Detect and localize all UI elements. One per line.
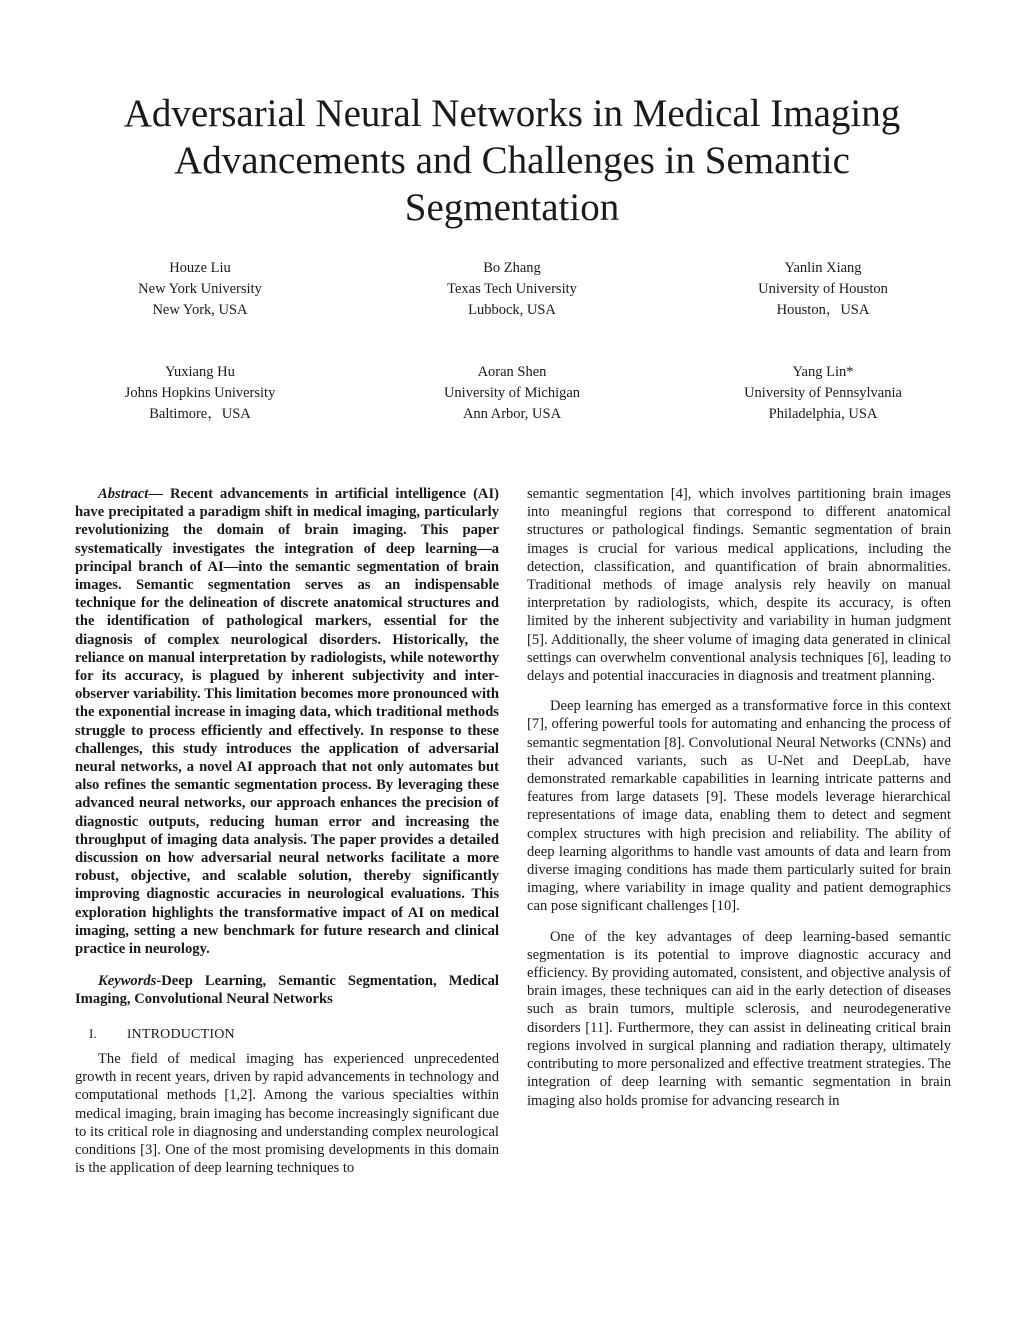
author-affiliation: University of Houston: [758, 281, 888, 297]
title-line: Segmentation: [404, 186, 620, 229]
author-location: Philadelphia, USA: [768, 406, 878, 422]
author-affiliation: University of Michigan: [443, 385, 581, 401]
right-column: [527, 485, 951, 1110]
author-location: Houston，USA: [776, 302, 870, 318]
paper-title: [60, 90, 964, 231]
author-location: New York, USA: [152, 302, 248, 318]
author-affiliation: Texas Tech University: [447, 281, 577, 297]
title-line: Adversarial Neural Networks in Medical Imaging: [123, 92, 901, 135]
author-name: Aoran Shen: [477, 364, 547, 380]
author-location: Ann Arbor, USA: [462, 406, 562, 422]
keywords-label: Keywords: [98, 973, 157, 990]
author-location: Lubbock, USA: [468, 302, 556, 318]
author-block-6: [693, 362, 953, 425]
body-paragraph: One of the key advantages of deep learning-based semantic segmentation is its potential to improve diagnostic accuracy and efficiency. By providing automated, consistent, and objective analysis of brain images, these techniques can aid in the early detection of diseases such as brain tumors, multiple sclerosis, and neurodegenerative disorders [11]. Furthermore, they can assist in delineating critical brain regions involved in surgical planning and radiation therapy, ultimately contributing to more personalized and effective treatment strategies. The integration of deep learning with semantic segmentation in brain imaging also holds promise for advancing research in: [527, 928, 951, 1109]
left-column: [75, 485, 499, 1177]
author-block-3: [693, 258, 953, 321]
abstract-text: Recent advancements in artificial intelligence (AI) have precipitated a paradigm shift in medical imaging, particularly revolutionizing the domain of brain imaging. This paper systematically investigates the integration of deep learning—a principal branch of AI—into the semantic segmentation of brain images. Semantic segmentation serves as an indispensable technique for the delineation of discrete anatomical structures and the identification of pathological markers, essential for the diagnosis of complex neurological disorders. Historically, the reliance on manual interpretation by radiologists, while noteworthy for its accuracy, is plagued by inherent subjectivity and inter-observer variability. This limitation becomes more pronounced with the exponential increase in imaging data, which traditional methods struggle to process efficiently and effectively. In response to these challenges, this study introduces the application of adversarial neural networks, a novel AI approach that not only automates but also refines the semantic segmentation process. By leveraging these advanced neural networks, our approach enhances the precision of diagnostic outputs, reducing human error and increasing the throughput of imaging data analysis. The paper provides a detailed discussion on how adversarial neural networks facilitate a more robust, objective, and scalable solution, thereby significantly improving diagnostic accuracies in neurological evaluations. This exploration highlights the transformative impact of AI on medical imaging, setting a new benchmark for future research and clinical practice in neurology.: [75, 486, 500, 958]
author-block-5: [382, 362, 642, 425]
author-block-2: [382, 258, 642, 321]
body-paragraph: semantic segmentation [4], which involves partitioning brain images into meaningful regions that correspond to different anatomical structures or pathological findings. Semantic segmentation of brain images is crucial for various medical applications, including the detection, classification, and quantification of brain abnormalities. Traditional methods of image analysis rely heavily on manual interpretation by radiologists, which, despite its accuracy, is often limited by the inherent subjectivity and variability in human judgment [5]. Additionally, the sheer volume of imaging data generated in clinical settings can overwhelm conventional analysis techniques [6], leading to delays and potential inaccuracies in diagnosis and treatment planning.: [527, 486, 951, 685]
author-block-4: [70, 362, 330, 425]
author-block-1: [70, 258, 330, 321]
author-affiliation: University of Pennsylvania: [744, 385, 902, 401]
section-title-rest: NTRODUCTION: [131, 1026, 235, 1042]
intro-paragraph: The field of medical imaging has experienced unprecedented growth in recent years, driven by rapid advancements in technology and computational methods [1,2]. Among the various specialties within medical imaging, brain imaging has become increasingly significant due to its critical role in diagnosing and understanding complex neurological conditions [3]. One of the most promising developments in this domain is the application of deep learning techniques to: [75, 1050, 499, 1177]
author-affiliation: New York University: [138, 281, 262, 297]
section-title-initial: I: [127, 1025, 132, 1041]
abstract: [75, 485, 499, 958]
author-affiliation: Johns Hopkins University: [124, 385, 276, 401]
author-name: Yang Lin*: [792, 364, 854, 380]
keywords-text: -Deep Learning, Semantic Segmentation, Medical Imaging, Convolutional Neural Networks: [75, 973, 499, 1008]
abstract-label: Abstract: [98, 486, 149, 502]
author-name: Houze Liu: [169, 260, 231, 276]
author-name: Yuxiang Hu: [165, 364, 235, 380]
author-name: Bo Zhang: [483, 260, 541, 276]
body-paragraph: Deep learning has emerged as a transformative force in this context [7], offering powerful tools for automating and enhancing the process of semantic segmentation [8]. Convolutional Neural Networks (CNNs) and their advanced variants, such as U-Net and DeepLab, have demonstrated remarkable capabilities in learning intricate patterns and features from large datasets [9]. These models leverage hierarchical representations of image data, enabling them to detect and segment complex structures with high precision and reliability. The ability of deep learning algorithms to handle vast amounts of data and learn from diverse imaging conditions has made them particularly suited for brain imaging, where variability in image quality and patient demographics can pose significant challenges [10].: [527, 698, 951, 915]
author-location: Baltimore，USA: [149, 406, 251, 422]
section-number: I.: [89, 1025, 97, 1041]
title-line: Advancements and Challenges in Semantic: [174, 139, 850, 182]
author-name: Yanlin Xiang: [784, 260, 862, 276]
keywords: [75, 972, 499, 1008]
section-heading-introduction: [75, 1025, 499, 1044]
abstract-dash: —: [148, 486, 170, 502]
